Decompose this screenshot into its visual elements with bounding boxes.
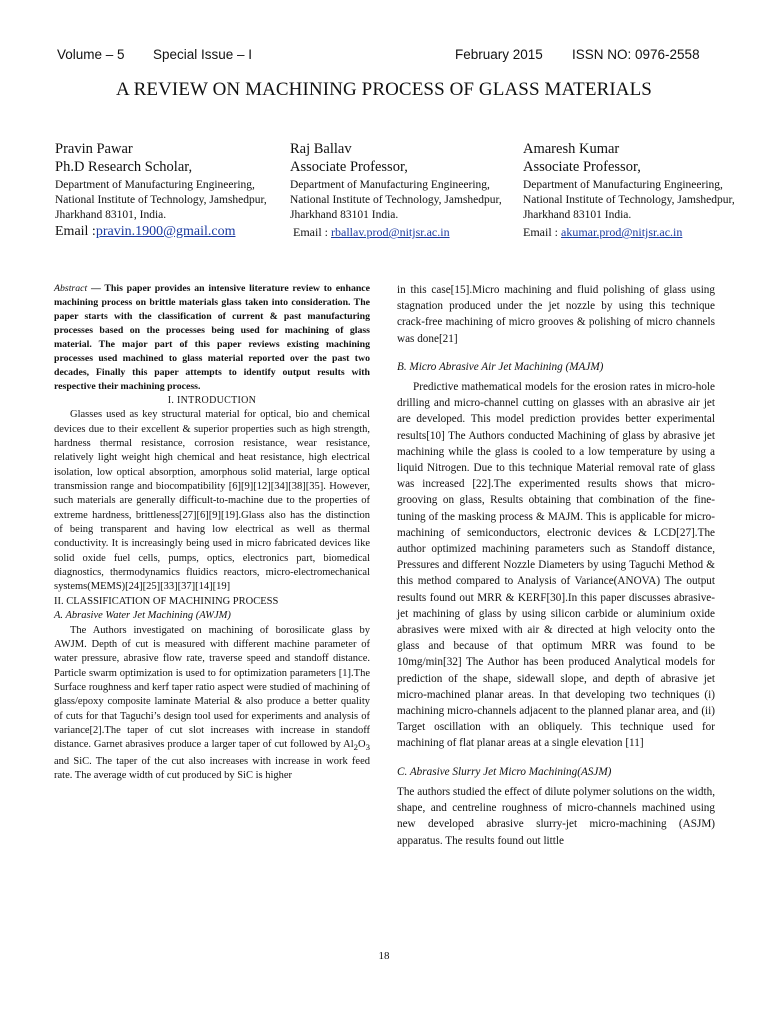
email-label: Email : — [523, 225, 561, 239]
email-link[interactable]: pravin.1900@gmail.com — [95, 224, 236, 239]
author-name: Amaresh Kumar — [523, 141, 620, 157]
author-affiliation: Department of Manufacturing Engineering, National Institute of Technology, Jamshedpur, Jharkhand 83101, India. — [55, 179, 267, 221]
right-column — [397, 282, 715, 849]
left-column — [54, 282, 370, 783]
author-block — [290, 140, 515, 240]
majm-paragraph: Predictive mathematical models for the erosion rates in micro-hole drilling and micro-channel cutting on glasses with an abrasive air jet are developed. This model prediction provides better experimental results[10] The Authors conducted Machining of glass by abrasive jet machining while the glass is cooled to a low temperature by using a liquid Nitrogen. Due to this technique Material removal rate of glass was increased [22].The experimented results shows that micro-grooving on glass, Results obtaining that combination of the fine-tuning of the masking process & MAJM. This is applicable for micro-machining of semiconductors, electronic devices & LCD[27].The author optimized machining parameters such as Standoff distance, Pressures and different Nozzle Diameters by using Taguchi Method & this method compared to Analysis of Variance(ANOVA) The output results found out MRR & KERF[30].In this paper discusses abrasive-jet machining of glass by using silicon carbide or aluminium oxide abrasives were mixed with air & directed at high velocity onto the glass and because of that optimum MRR was found to be 10mg/min[32] The Author has been produced Analytical models for prediction of the shape, sidewall slope, and depth of abrasive jet micro-machined planar areas. In that developing two techniques (i) machining micro-channels adjacent to the planned planar area, and (ii) Target oscillation with an obliquely. This technique used for machining of flat planar areas at a single elevation [11] — [397, 381, 715, 750]
abstract-label: Abstract — [54, 283, 88, 294]
subsection-heading-asjm: C. Abrasive Slurry Jet Micro Machining(ASJM) — [397, 765, 612, 778]
email-link[interactable]: akumar.prod@nitjsr.ac.in — [561, 225, 683, 239]
author-email — [55, 224, 280, 240]
author-affiliation: Department of Manufacturing Engineering, National Institute of Technology, Jamshedpur, Jharkhand 83101 India. — [523, 179, 735, 221]
date-label: February 2015 — [455, 47, 543, 62]
volume-label: Volume – 5 — [57, 47, 125, 62]
author-name: Pravin Pawar — [55, 141, 133, 157]
author-block — [55, 140, 280, 240]
author-affiliation: Department of Manufacturing Engineering, National Institute of Technology, Jamshedpur, Jharkhand 83101 India. — [290, 179, 502, 221]
author-role: Ph.D Research Scholar, — [55, 159, 193, 175]
subsection-heading-awjm: A. Abrasive Water Jet Machining (AWJM) — [54, 610, 231, 622]
subsection-heading-majm: B. Micro Abrasive Air Jet Machining (MAJM) — [397, 360, 604, 373]
page-number: 18 — [378, 950, 390, 962]
awjm-continued-paragraph: in this case[15].Micro machining and fluid polishing of glass using stagnation produced under the jet nozzle by using this technique crack-free machining of micro grooves & polishing of micro channels was done[21] — [397, 284, 715, 345]
author-email — [523, 224, 748, 240]
abstract-text: — This paper provides an intensive literature review to enhance machining process on brittle materials glass taken into consideration. The paper starts with the classification of current & past manufacturing processes based on the processes being used for machining of glass material. The major part of this paper reviews existing machining processes used machined to glass material reported over the past two decades, Finally this paper attempts to identify output results with respective their machining process. — [54, 283, 370, 392]
email-label: Email : — [55, 224, 96, 239]
author-name: Raj Ballav — [290, 141, 352, 157]
email-label: Email : — [293, 225, 331, 239]
issn-label: ISSN NO: 0976-2558 — [572, 47, 700, 62]
email-link[interactable]: rballav.prod@nitjsr.ac.in — [331, 225, 450, 239]
issue-label: Special Issue – I — [153, 47, 253, 62]
author-role: Associate Professor, — [290, 159, 408, 175]
paper-title: A REVIEW ON MACHINING PROCESS OF GLASS MATERIALS — [116, 79, 652, 100]
section-heading-classification: II. CLASSIFICATION OF MACHINING PROCESS — [54, 595, 279, 607]
asjm-paragraph: The authors studied the effect of dilute polymer solutions on the width, shape, and centreline roughness of micro-channels machined using new developed abrasive slurry-jet micro-machining (ASJM) apparatus. The results found out little — [397, 785, 715, 847]
author-block — [523, 140, 748, 240]
section-heading-introduction: I. INTRODUCTION — [167, 395, 257, 406]
awjm-paragraph: The Authors investigated on machining of borosilicate glass by AWJM. Depth of cut is measured with different machine parameter of water pressure, abrasive flow rate, traverse speed and standoff distance. Particle swarm optimization is used to for optimization parameters [1].The Surface roughness and kerf taper ratio aspect were studied of machining of glass/epoxy composite laminate Material & also produce a better quality of cuts for that Taguchi’s design tool used for experiments and analysis of variance[2].The taper of cut slot increases with increase in standoff distance. Garnet abrasives produce a larger taper of cut followed by $Al_2O_3$ and SiC. The taper of the cut also increases with increase in work feed rate. The average width of cut produced by SiC is higher — [54, 624, 370, 782]
author-email — [290, 224, 515, 240]
abstract — [54, 282, 370, 394]
introduction-paragraph: Glasses used as key structural material for optical, bio and chemical devices due to their excellent & superior properties such as high strength, hardness thermal resistance, corrosion resistance, wear resistance, relatively light weight high chemical and heat resistance, high electrical isolation, low optical absorption, amorphous solid material, large optical transmission range and biocompatibility [6][9][12][34][38][35]. However, such materials are generally difficult-to-machine due to the properties of extreme hardness, brittleness[27][6][9][19].Glass also has the distinction of being transparent and having low electrical as well as thermal conductivity. It is increasingly being used in micro fabricated devices like solid oxide fuel cells, pumps, optics, electronics part, biomedical diagnostics, thermodynamics fluidics reactors, micro-electromechanical systems(MEMS)[24][25][33][37][14][19] — [54, 409, 370, 593]
author-role: Associate Professor, — [523, 159, 641, 175]
